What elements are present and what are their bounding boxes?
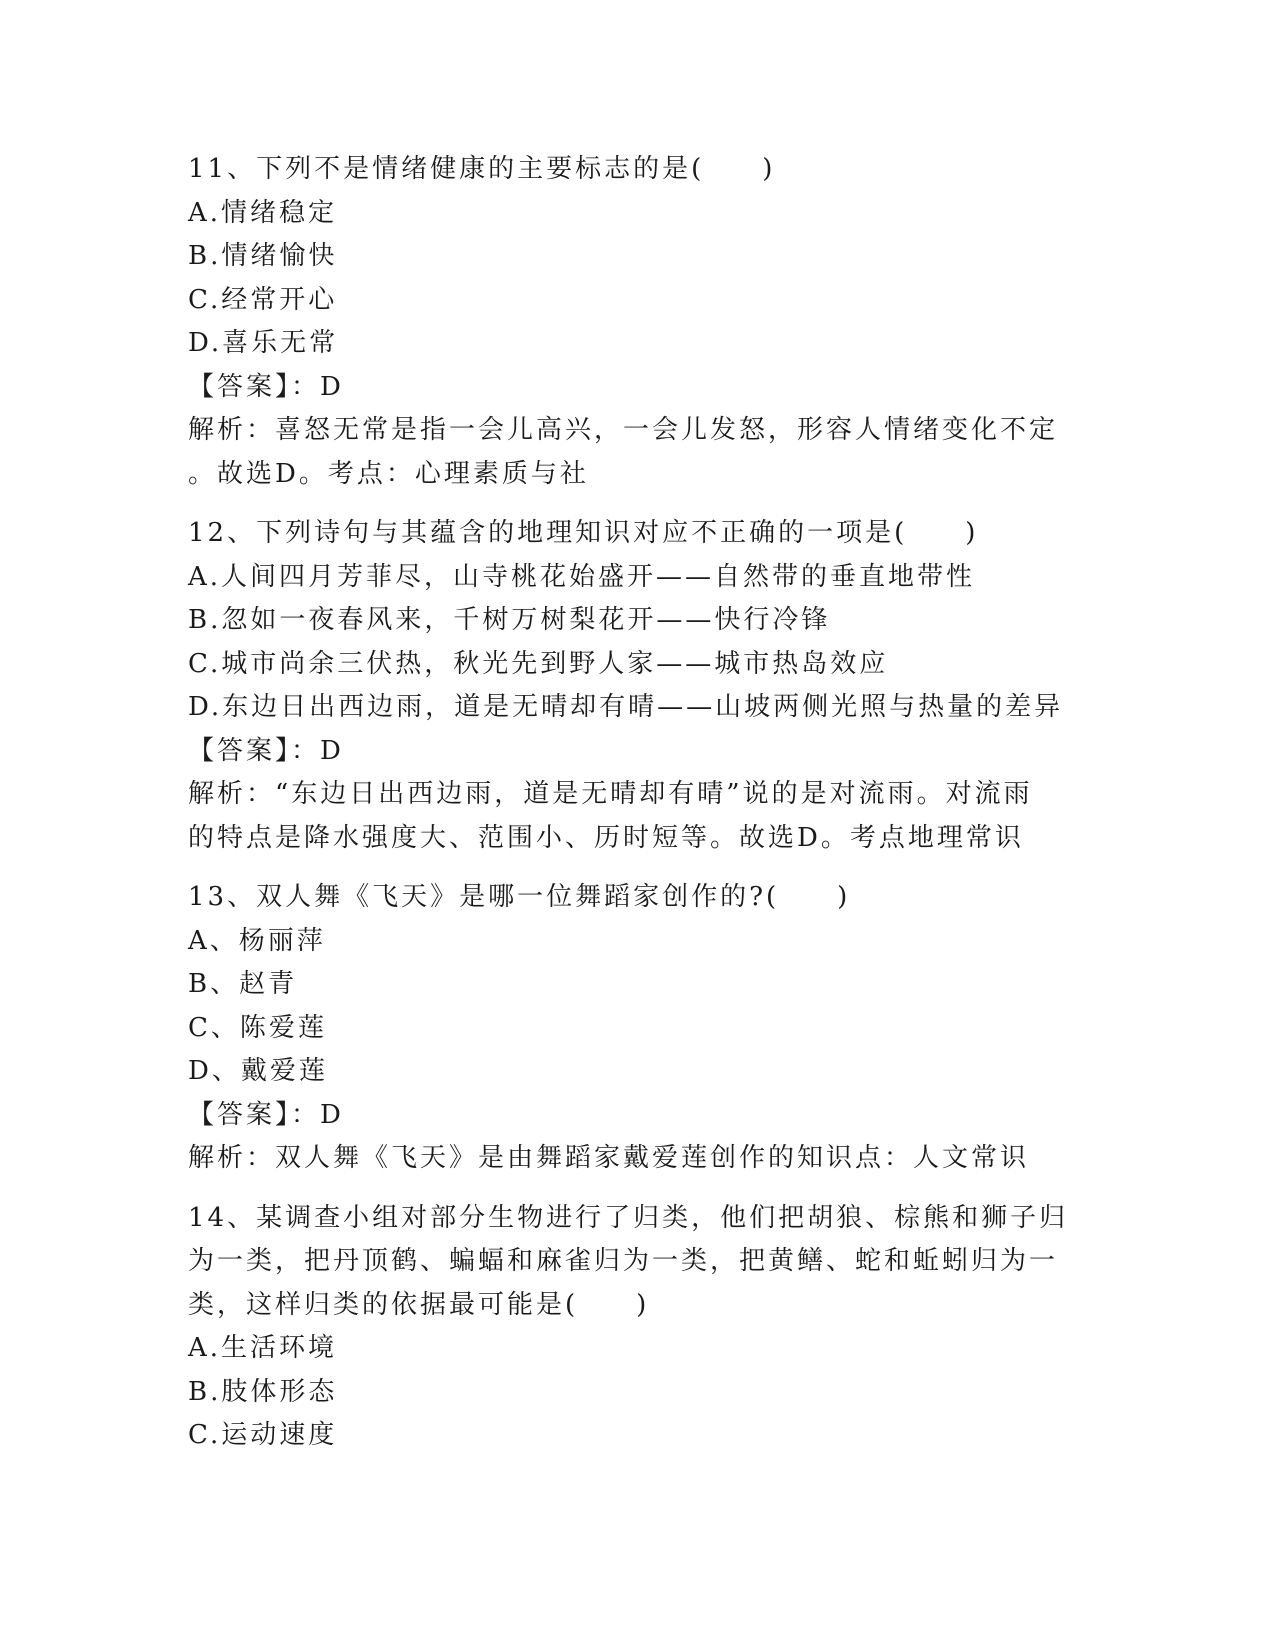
document-page: [188, 148, 1068, 1474]
option-b: B、赵青: [188, 969, 298, 999]
question-stem: 13、双人舞《飞天》是哪一位舞蹈家创作的?( ): [188, 882, 851, 912]
option-d: D、戴爱莲: [188, 1056, 328, 1086]
answer: 【答案】：D: [188, 371, 344, 402]
option-a: A.人间四月芳菲尽，山寺桃花始盛开——自然带的垂直地带性: [188, 561, 976, 592]
option-b: B.忽如一夜春风来，千树万树梨花开——快行冷锋: [188, 605, 831, 635]
option-b: B.肢体形态: [188, 1376, 338, 1407]
answer: 【答案】：D: [188, 735, 344, 766]
option-c: C.经常开心: [188, 284, 338, 315]
analysis-line: 。故选D。考点：心理素质与社: [188, 458, 589, 489]
question-stem-line: 为一类，把丹顶鹤、蝙蝠和麻雀归为一类，把黄鳝、蛇和蚯蚓归为一: [188, 1246, 1059, 1276]
question-14: [188, 1197, 1068, 1458]
question-stem-line: 类，这样归类的依据最可能是( ): [188, 1289, 650, 1320]
option-a: A.情绪稳定: [188, 197, 338, 228]
option-c: C、陈爱莲: [188, 1012, 327, 1043]
question-11: [188, 148, 1068, 496]
analysis-line: 解析：喜怒无常是指一会儿高兴，一会儿发怒，形容人情绪变化不定: [188, 415, 1059, 445]
question-stem: 12、下列诗句与其蕴含的地理知识对应不正确的一项是( ): [188, 518, 979, 548]
option-c: C.城市尚余三伏热，秋光先到野人家——城市热岛效应: [188, 648, 889, 679]
analysis-line: 解析：双人舞《飞天》是由舞蹈家戴爱莲创作的知识点：人文常识: [188, 1143, 1030, 1173]
analysis-line: 的特点是降水强度大、范围小、历时短等。故选D。考点地理常识: [188, 822, 1024, 853]
option-c: C.运动速度: [188, 1420, 338, 1450]
question-stem: 11、下列不是情绪健康的主要标志的是( ): [188, 154, 776, 184]
answer: 【答案】：D: [188, 1099, 344, 1130]
option-d: D.东边日出西边雨，道是无晴却有晴——山坡两侧光照与热量的差异: [188, 692, 1064, 722]
analysis-line: 解析：“东边日出西边雨，道是无晴却有晴”说的是对流雨。对流雨: [188, 779, 1033, 809]
option-a: A.生活环境: [188, 1333, 338, 1363]
option-a: A、杨丽萍: [188, 925, 326, 956]
option-b: B.情绪愉快: [188, 241, 338, 271]
question-13: [188, 876, 1068, 1181]
option-d: D.喜乐无常: [188, 328, 339, 358]
question-12: [188, 512, 1068, 860]
question-stem-line: 14、某调查小组对部分生物进行了归类，他们把胡狼、棕熊和狮子归: [188, 1202, 1069, 1233]
